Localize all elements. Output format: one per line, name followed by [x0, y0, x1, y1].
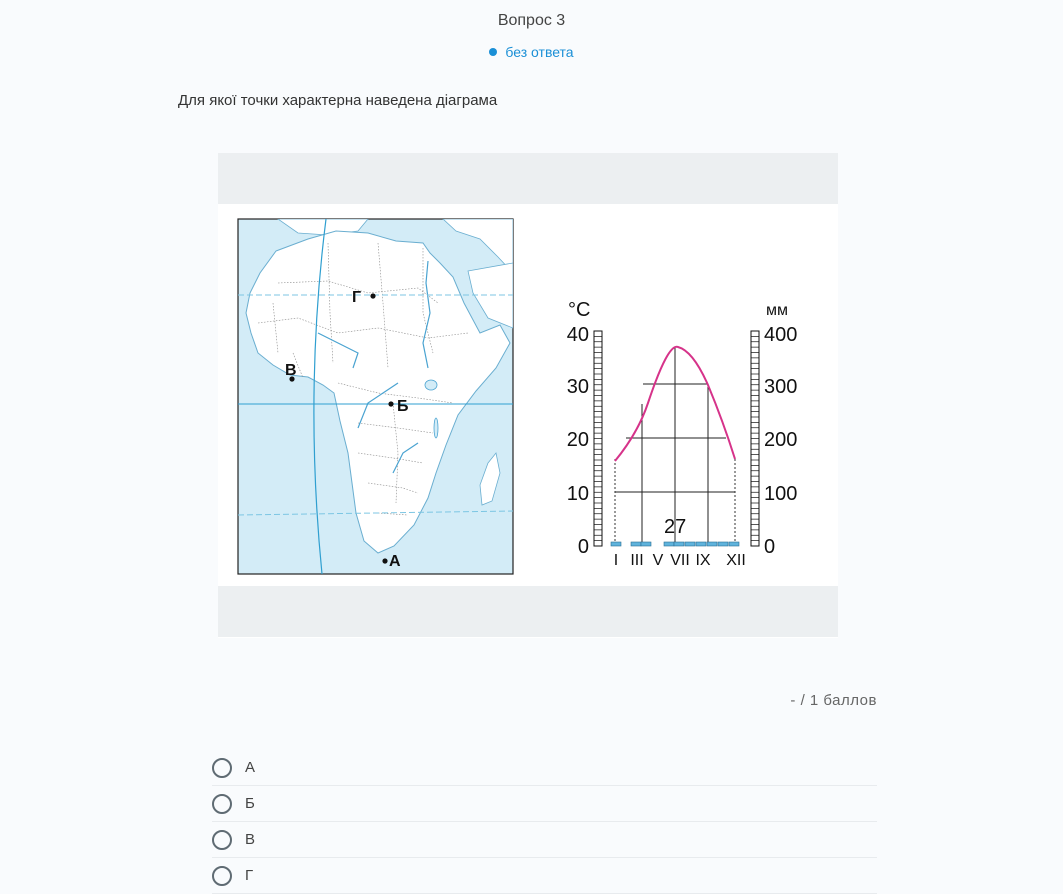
answer-option-b[interactable] [212, 786, 877, 822]
temp-tick-10: 10 [566, 483, 589, 505]
point-b-label: Б [397, 398, 409, 415]
point-g-dot [370, 293, 375, 298]
option-label: Г [245, 867, 254, 884]
question-image [218, 153, 838, 638]
temp-tick-20: 20 [566, 429, 589, 451]
question-text: Для якої точки характерна наведена діаграма [178, 92, 498, 109]
point-b-dot [388, 401, 393, 406]
option-label: А [245, 759, 256, 776]
precip-scale-ticks [751, 331, 759, 546]
point-a-label: А [389, 553, 401, 570]
option-label: В [245, 831, 256, 848]
precip-tick-0: 0 [764, 536, 776, 558]
month-label-vii: VII [670, 552, 690, 569]
temp-tick-40: 40 [566, 324, 589, 346]
month-label-i: I [613, 552, 619, 569]
precip-tick-300: 300 [764, 376, 798, 398]
point-a-dot [382, 558, 387, 563]
month-label-ix: IX [695, 552, 711, 569]
answer-status [0, 44, 1063, 60]
temp-scale-ticks [594, 331, 602, 546]
africa-map [238, 219, 513, 574]
month-label-iii: III [630, 552, 644, 569]
radio-icon[interactable] [212, 830, 232, 850]
option-label: Б [245, 795, 255, 812]
status-dot-icon [489, 48, 497, 56]
score-indicator: - / 1 баллов [790, 692, 877, 709]
radio-icon[interactable] [212, 794, 232, 814]
status-text: без ответа [505, 44, 574, 60]
point-v-label: В [285, 362, 297, 379]
point-g-label: Г [352, 289, 362, 306]
annual-precip-annotation: 27 [664, 516, 687, 538]
figure-drawing [218, 153, 838, 638]
radio-icon[interactable] [212, 866, 232, 886]
precipitation-bars [611, 542, 739, 546]
radio-icon[interactable] [212, 758, 232, 778]
temp-tick-0: 0 [577, 536, 589, 558]
answer-option-a[interactable] [212, 750, 877, 786]
temp-tick-30: 30 [566, 376, 589, 398]
precip-tick-400: 400 [764, 324, 798, 346]
precip-unit: мм [766, 302, 788, 319]
precip-tick-100: 100 [764, 483, 798, 505]
chart-grid [615, 347, 735, 543]
month-label-xii: XII [726, 552, 746, 569]
lake-malawi [434, 418, 438, 438]
answer-options [212, 750, 877, 894]
answer-option-v[interactable] [212, 822, 877, 858]
question-title: Вопрос 3 [497, 12, 566, 29]
lake-victoria [425, 380, 437, 390]
month-label-v: V [652, 552, 664, 569]
climate-diagram [567, 299, 798, 569]
temp-unit: °C [568, 299, 591, 321]
precip-tick-200: 200 [764, 429, 798, 451]
